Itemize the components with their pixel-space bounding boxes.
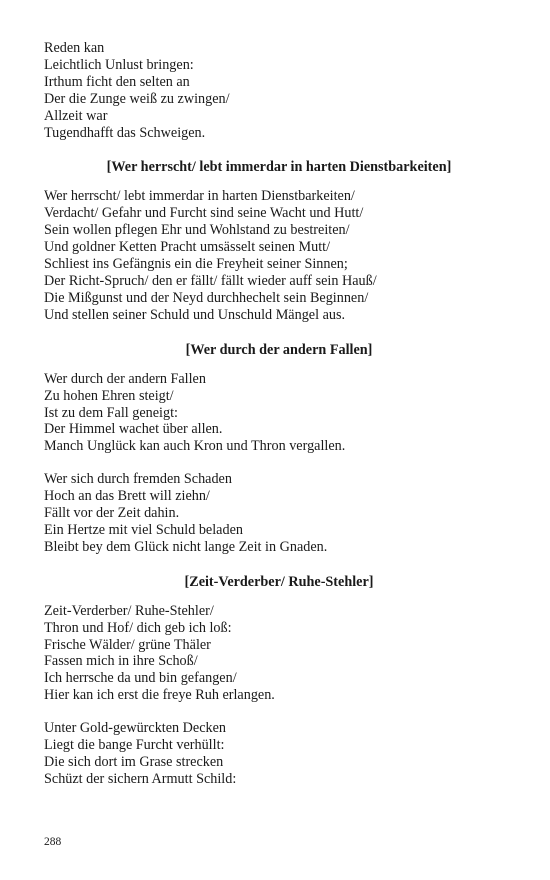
verse-line: Die Mißgunst und der Neyd durchhechelt sein Beginnen/	[44, 289, 369, 306]
verse-line: Die sich dort im Grase strecken	[44, 754, 224, 770]
section-heading: [Zeit-Verderber/ Ruhe-Stehler]	[184, 573, 374, 590]
verse-line: Thron und Hof/ dich geb ich loß:	[44, 619, 232, 636]
verse-line: Ein Hertze mit viel Schuld beladen	[44, 521, 243, 538]
verse-line: Der die Zunge weiß zu zwingen/	[44, 90, 230, 107]
poem-section	[44, 159, 514, 323]
section-heading: [Wer herrscht/ lebt immerdar in harten Dienstbarkeiten]	[106, 159, 452, 176]
verse-line: Hier kan ich erst die freye Ruh erlangen.	[44, 687, 275, 704]
verse-line: Schliest ins Gefängnis ein die Freyheit seiner Sinnen;	[44, 256, 348, 273]
poem-section	[44, 342, 514, 556]
stanza-gap	[44, 704, 514, 720]
stanza	[44, 720, 514, 788]
verse-line: Fällt vor der Zeit dahin.	[44, 505, 180, 522]
verse-line: Reden kan	[44, 40, 105, 56]
verse-line: Sein wollen pflegen Ehr und Wohlstand zu bestreiten/	[44, 222, 350, 239]
verse-line: Fassen mich in ihre Schoß/	[44, 653, 198, 670]
verse-line: Tugendhafft das Schweigen.	[44, 124, 206, 141]
verse-line: Allzeit war	[44, 107, 108, 124]
verse-line: Frische Wälder/ grüne Thäler	[44, 636, 211, 653]
verse-line: Ist zu dem Fall geneigt:	[44, 404, 178, 421]
section-heading: [Wer durch der andern Fallen]	[185, 341, 373, 358]
verse-line: Zu hohen Ehren steigt/	[44, 387, 174, 404]
verse-line: Unter Gold-gewürckten Decken	[44, 720, 226, 737]
stanza	[44, 603, 514, 704]
verse-line: Und goldner Ketten Pracht umsässelt seinen Mutt/	[44, 239, 331, 256]
poem-section	[44, 574, 514, 788]
verse-line: Der Himmel wachet über allen.	[44, 421, 223, 438]
verse-line: Ich herrsche da und bin gefangen/	[44, 670, 237, 687]
stanza	[44, 188, 514, 323]
stanza	[44, 471, 514, 556]
verse-line: Wer durch der andern Fallen	[44, 370, 206, 387]
verse-line: Leichtlich Unlust bringen:	[44, 56, 194, 73]
verse-line: Der Richt-Spruch/ den er fällt/ fällt wieder auff sein Hauß/	[44, 272, 377, 289]
verse-line: Wer herrscht/ lebt immerdar in harten Dienstbarkeiten/	[44, 188, 355, 205]
stanza	[44, 40, 514, 141]
verse-line: Irthum ficht den selten an	[44, 73, 190, 90]
verse-line: Bleibt bey dem Glück nicht lange Zeit in Gnaden.	[44, 538, 328, 555]
verse-line: Manch Unglück kan auch Kron und Thron vergallen.	[44, 438, 346, 455]
verse-line: Liegt die bange Furcht verhüllt:	[44, 737, 225, 754]
page-number: 288	[44, 836, 62, 848]
section-heading-wrap	[44, 574, 514, 591]
verse-line: Zeit-Verderber/ Ruhe-Stehler/	[44, 602, 214, 619]
stanza	[44, 371, 514, 456]
poem-section	[44, 40, 514, 141]
section-heading-wrap	[44, 342, 514, 359]
verse-line: Wer sich durch fremden Schaden	[44, 471, 232, 488]
verse-line: Schüzt der sichern Armutt Schild:	[44, 770, 237, 787]
poem-page	[44, 40, 514, 788]
verse-line: Verdacht/ Gefahr und Furcht sind seine Wacht und Hutt/	[44, 205, 364, 222]
verse-line: Hoch an das Brett will ziehn/	[44, 488, 210, 505]
stanza-gap	[44, 455, 514, 471]
verse-line: Und stellen seiner Schuld und Unschuld Mängel aus.	[44, 306, 346, 323]
section-heading-wrap	[44, 159, 514, 176]
